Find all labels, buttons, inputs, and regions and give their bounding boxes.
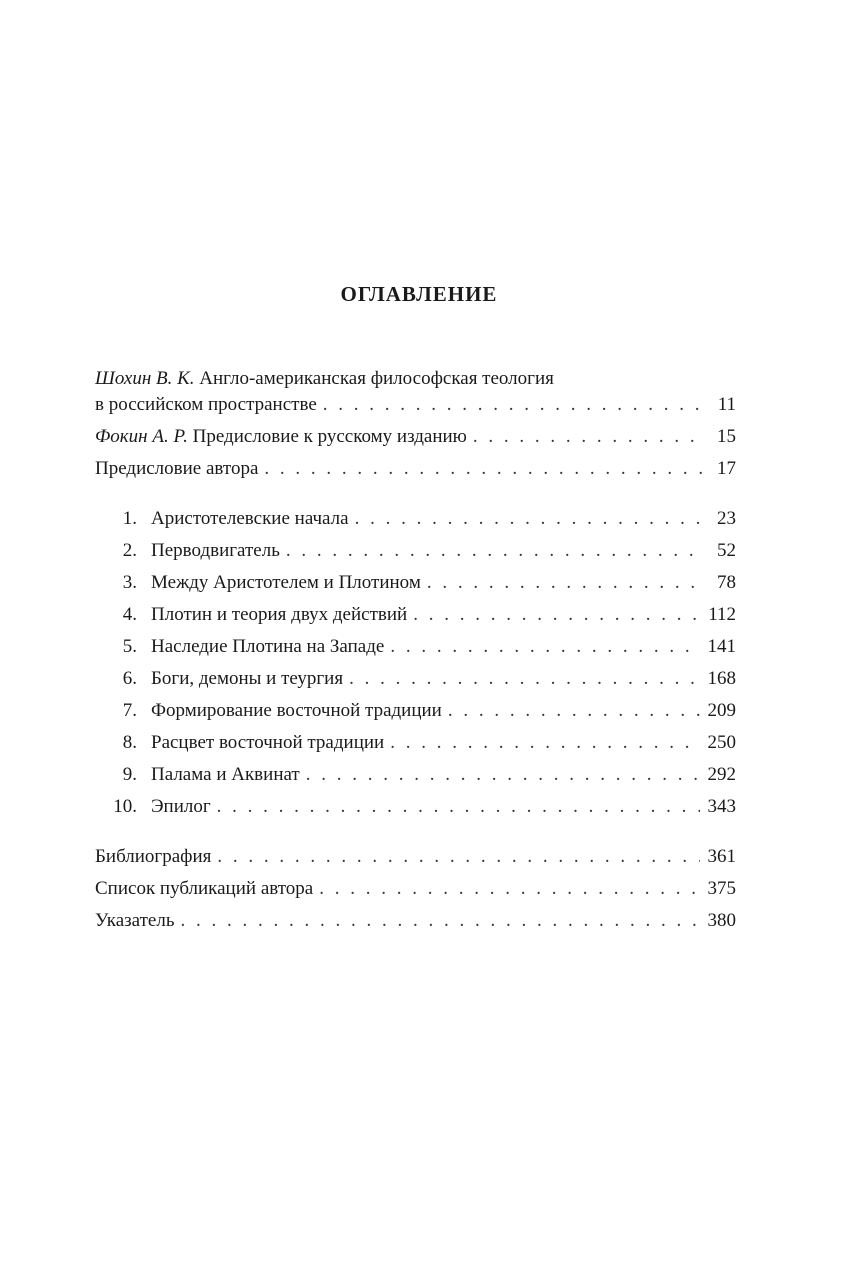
toc-entry-chapter-1[interactable] bbox=[95, 506, 736, 538]
toc-entry-chapter-2[interactable] bbox=[95, 538, 736, 570]
toc-title: Плотин и теория двух действий bbox=[151, 604, 408, 625]
toc-title: Англо-американская философская теология bbox=[199, 368, 554, 389]
toc-entry-chapter-4[interactable] bbox=[95, 602, 736, 634]
toc-page-number: 209 bbox=[707, 700, 736, 721]
chapter-number: 5. bbox=[122, 636, 137, 657]
toc-entry-chapter-7[interactable] bbox=[95, 698, 736, 730]
chapter-number: 8. bbox=[122, 732, 137, 753]
toc-page-number: 380 bbox=[707, 910, 736, 931]
toc-page-number: 343 bbox=[707, 796, 736, 817]
toc-title: Боги, демоны и теургия bbox=[151, 668, 344, 689]
toc-title: Список публикаций автора bbox=[95, 878, 314, 899]
chapter-number: 2. bbox=[122, 540, 137, 561]
toc-entry-bibliography[interactable] bbox=[95, 844, 736, 876]
toc-entry-chapter-8[interactable] bbox=[95, 730, 736, 762]
toc-page-number: 52 bbox=[717, 540, 736, 561]
toc-entry-preface-russian[interactable] bbox=[95, 424, 736, 456]
dot-leader bbox=[427, 570, 702, 596]
toc-entry-chapter-6[interactable] bbox=[95, 666, 736, 698]
chapter-number: 1. bbox=[122, 508, 137, 529]
toc-title: Наследие Плотина на Западе bbox=[151, 636, 385, 657]
dot-leader bbox=[448, 698, 700, 724]
chapter-number: 6. bbox=[122, 668, 137, 689]
toc-author: Фокин А. Р. bbox=[95, 426, 188, 447]
toc-page-number: 17 bbox=[717, 458, 736, 479]
page-title: ОГЛАВЛЕНИЕ bbox=[340, 282, 498, 306]
toc-entry-chapter-10[interactable] bbox=[95, 794, 736, 826]
dot-leader bbox=[217, 794, 700, 820]
dot-leader bbox=[473, 424, 702, 450]
toc-title: Предисловие к русскому изданию bbox=[192, 426, 467, 447]
toc-title: Перводвигатель bbox=[151, 540, 280, 561]
toc-page-number: 292 bbox=[707, 764, 736, 785]
dot-leader bbox=[413, 602, 700, 628]
toc-title: Указатель bbox=[95, 910, 175, 931]
dot-leader bbox=[323, 392, 702, 418]
dot-leader bbox=[181, 908, 700, 934]
dot-leader bbox=[349, 666, 699, 692]
chapter-number: 3. bbox=[122, 572, 137, 593]
toc-page-number: 375 bbox=[707, 878, 736, 899]
toc-title: Формирование восточной традиции bbox=[151, 700, 442, 721]
toc-title: Эпилог bbox=[151, 796, 211, 817]
dot-leader bbox=[390, 634, 699, 660]
chapter-number: 7. bbox=[122, 700, 137, 721]
dot-leader bbox=[264, 456, 702, 482]
toc-entry-chapter-3[interactable] bbox=[95, 570, 736, 602]
toc-entry-chapter-5[interactable] bbox=[95, 634, 736, 666]
spacer bbox=[95, 826, 736, 844]
toc-page-number: 250 bbox=[707, 732, 736, 753]
toc-title: Расцвет восточной традиции bbox=[151, 732, 385, 753]
toc-entry-index[interactable] bbox=[95, 908, 736, 940]
toc-entry-author-publications[interactable] bbox=[95, 876, 736, 908]
toc-page-number: 361 bbox=[707, 846, 736, 867]
toc-title: Предисловие автора bbox=[95, 458, 259, 479]
dot-leader bbox=[286, 538, 702, 564]
toc-title: Аристотелевские начала bbox=[151, 508, 349, 529]
toc-entry-author-preface[interactable] bbox=[95, 456, 736, 488]
toc-entry-foreword-shokhin[interactable] bbox=[95, 392, 736, 424]
toc-entry-chapter-9[interactable] bbox=[95, 762, 736, 794]
toc-entry-foreword-shokhin-line1 bbox=[95, 366, 736, 392]
dot-leader bbox=[355, 506, 702, 532]
dot-leader bbox=[306, 762, 700, 788]
dot-leader bbox=[319, 876, 699, 902]
toc-page-number: 112 bbox=[708, 604, 736, 625]
toc-title: Палама и Аквинат bbox=[151, 764, 300, 785]
chapter-number: 10. bbox=[113, 796, 137, 817]
chapter-number: 9. bbox=[122, 764, 137, 785]
spacer bbox=[95, 488, 736, 506]
table-of-contents bbox=[95, 366, 736, 940]
toc-page-number: 23 bbox=[717, 508, 736, 529]
toc-author: Шохин В. К. bbox=[95, 368, 195, 389]
toc-page-number: 15 bbox=[717, 426, 736, 447]
dot-leader bbox=[390, 730, 699, 756]
toc-title: Библиография bbox=[95, 846, 212, 867]
dot-leader bbox=[217, 844, 699, 870]
toc-page-number: 78 bbox=[717, 572, 736, 593]
toc-title: Между Аристотелем и Плотином bbox=[151, 572, 421, 593]
toc-page-number: 168 bbox=[707, 668, 736, 689]
toc-page-number: 11 bbox=[717, 394, 736, 415]
toc-title: в российском пространстве bbox=[95, 394, 317, 415]
toc-page-number: 141 bbox=[707, 636, 736, 657]
chapter-number: 4. bbox=[122, 604, 137, 625]
chapter-list bbox=[95, 506, 736, 826]
